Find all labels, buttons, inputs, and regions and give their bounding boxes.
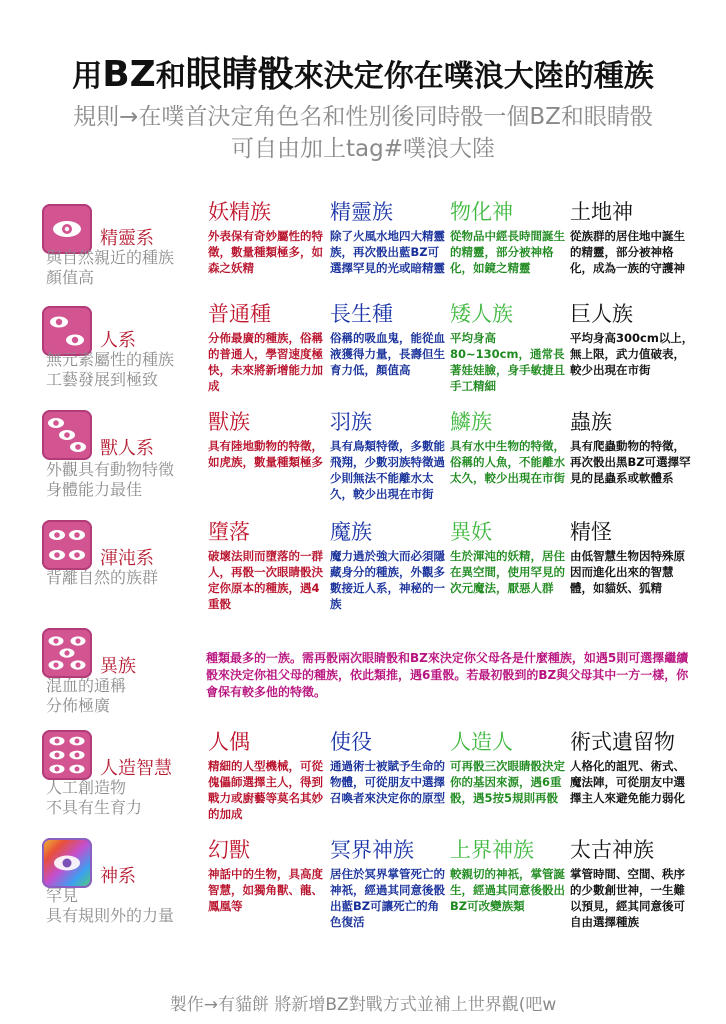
race-desc: 精細的人型機械，可從傀儡師選擇主人，得到戰力或廚藝等莫名其妙的加成 [208,759,323,821]
race-desc: 居住於冥界掌管死亡的神祇，經過其同意後骰出藍BZ可讓死亡的角色復活 [330,867,445,929]
race-desc: 從族群的居住地中誕生的精靈，部分被神格化，成為一族的守護神 [570,229,685,275]
page-title [0,46,726,97]
race-desc: 俗稱的吸血鬼，能從血液獲得力量，長壽但生育力低，顏值高 [330,331,445,377]
four-eye-dice-icon [42,520,92,570]
category-name: 渾沌系 [100,548,154,569]
three-eye-dice-icon [42,410,92,460]
race-desc: 較親切的神祇，掌管誕生，經過其同意後骰出BZ可改變族類 [450,867,565,913]
race-name: 巨人族 [570,302,633,326]
race-desc: 破壞法則而墮落的一群人，再骰一次眼睛骰決定你原本的種族，遇4重骰 [208,549,323,611]
race-desc: 平均身高300cm以上，無上限，武力值破表，較少出現在市街 [570,331,694,377]
race-name: 幻獸 [208,838,250,862]
category-desc: 與自然親近的種族 顏值高 [46,248,175,287]
category-name: 神系 [100,866,136,887]
race-desc: 分佈最廣的種族，俗稱的普通人，學習速度極快，未來將新增能力加成 [208,331,323,393]
race-desc: 可再骰三次眼睛骰決定你的基因來源，遇6重骰，遇5按5規則再骰 [450,759,565,805]
race-name: 長生種 [330,302,393,326]
race-desc: 具有鳥類特徵，多數能飛翔，少數羽族特徵過少則無法不能離水太久，較少出現在市街 [330,439,445,501]
race-desc: 人格化的詛咒、術式、魔法陣，可從朋友中選擇主人來避免能力弱化 [570,759,685,805]
category-desc: 背離自然的族群 [46,568,159,587]
footer-credit: 製作→有貓餅 將新增BZ對戰方式並補上世界觀(吧w [169,995,557,1015]
race-name: 羽族 [330,410,372,434]
race-name: 冥界神族 [330,838,414,862]
category-name: 異族 [100,656,136,677]
race-name: 術式遺留物 [570,730,675,754]
race-desc: 魔力過於強大而必須隱藏身分的種族，外觀多數接近人系，神秘的一族 [330,549,445,611]
race-name: 精靈族 [330,200,393,224]
rainbow-dice-icon [42,838,92,888]
race-name: 使役 [330,730,372,754]
race-name: 普通種 [208,302,271,326]
race-desc: 具有陸地動物的特徵，如虎族，數量種類極多 [208,439,323,469]
race-name: 蟲族 [570,410,612,434]
race-desc: 生於渾沌的妖精，居住在異空間，使用罕見的次元魔法，厭惡人群 [450,549,565,595]
category-desc: 混血的通稱 分佈極廣 [46,676,127,715]
race-desc: 神話中的生物，具高度智慧，如獨角獸、龍、鳳凰等 [208,867,323,913]
race-desc: 除了火風水地四大精靈族，再次骰出藍BZ可選擇罕見的光或暗精靈 [330,229,445,275]
race-desc: 從物品中經長時間誕生的精靈，部分被神格化，如鏡之精靈 [450,229,565,275]
race-name: 人造人 [450,730,513,754]
race-name: 矮人族 [450,302,513,326]
race-name: 上界神族 [450,838,534,862]
five-eye-dice-icon [42,628,92,678]
race-desc: 由低智慧生物因特殊原因而進化出來的智慧體，如貓妖、狐精 [570,549,685,595]
title-part: 來決定你在噗浪大陸的種族 [293,59,654,94]
category-name: 精靈系 [100,228,154,249]
six-eye-dice-icon [42,730,92,780]
category-name: 人造智慧 [100,758,172,779]
title-part: 和 [155,59,186,94]
category-name: 人系 [100,330,136,351]
title-bz: BZ [102,54,156,95]
category-desc: 人工創造物 不具有生育力 [46,778,143,817]
rule-line-1: 規則→在噗首決定角色名和性別後同時骰一個BZ和眼睛骰 [73,104,653,130]
race-name: 獸族 [208,410,250,434]
race-desc: 具有爬蟲動物的特徵，再次骰出黑BZ可選擇罕見的昆蟲系或軟體系 [570,439,691,485]
category-desc: 外觀具有動物特徵 身體能力最佳 [46,460,175,499]
race-name: 精怪 [570,520,612,544]
race-desc: 平均身高80~130cm，通常長著娃娃臉，身手敏捷且手工精細 [450,331,565,393]
race-desc: 具有水中生物的特徵，俗稱的人魚，不能離水太久，較少出現在市街 [450,439,565,485]
title-part: 用 [72,59,103,94]
race-desc: 通過術士被賦予生命的物體，可從朋友中選擇召喚者來決定你的原型 [330,759,445,805]
race-name: 人偶 [208,730,250,754]
race-name: 妖精族 [208,200,271,224]
race-name: 物化神 [450,200,513,224]
race-desc: 掌管時間、空間、秩序的少數創世神，一生難以預見，經其同意後可自由選擇種族 [570,867,685,929]
race-name: 魔族 [330,520,372,544]
rule-line-2: 可自由加上tag#噗浪大陸 [231,136,495,162]
race-name: 太古神族 [570,838,654,862]
race-desc: 外表保有奇妙屬性的特徵，數量種類極多，如森之妖精 [208,229,323,275]
two-eye-dice-icon [42,306,92,356]
category-name: 獸人系 [100,438,154,459]
race-name: 墮落 [208,520,250,544]
category-desc: 罕見 具有規則外的力量 [46,886,175,925]
race-name: 鱗族 [450,410,492,434]
race-name: 土地神 [570,200,633,224]
race-name: 異妖 [450,520,492,544]
category-desc: 無元素屬性的種族 工藝發展到極致 [46,350,175,389]
title-dice: 眼睛骰 [185,54,294,95]
mixed-race-rules: 種類最多的一族。需再骰兩次眼睛骰和BZ來決定你父母各是什麼種族，如遇5則可選擇繼續骰來決定你祖父母的種族，依此類推，遇6重骰。若最初骰到的BZ與父母其中一方一樣，你會保有較多他的特徵。 [206,651,689,699]
one-eye-dice-icon [42,204,92,254]
